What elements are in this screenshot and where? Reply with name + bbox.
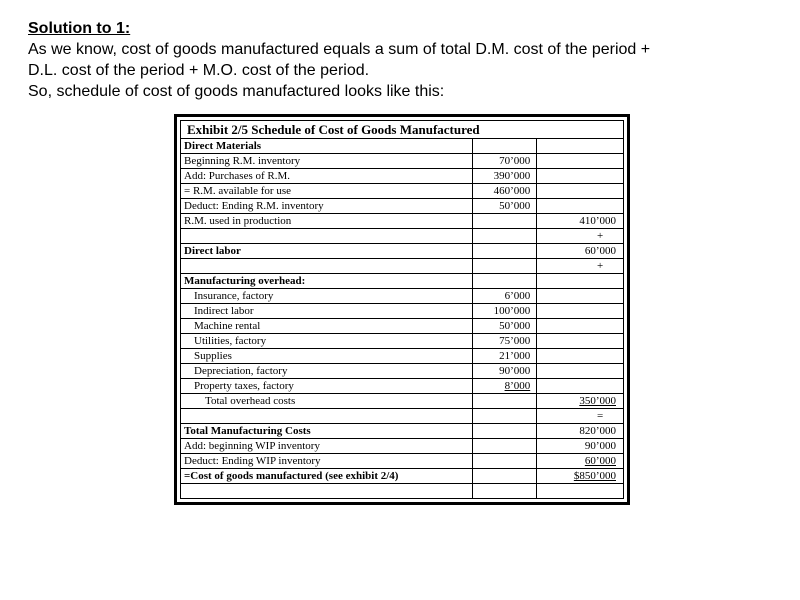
row-label: Direct Materials [181, 139, 473, 154]
row-label [181, 229, 473, 244]
row-label: Beginning R.M. inventory [181, 154, 473, 169]
row-label: Total Manufacturing Costs [181, 424, 473, 439]
row-label: Utilities, factory [181, 334, 473, 349]
table-row [181, 379, 623, 394]
row-total [537, 274, 623, 289]
row-label: R.M. used in production [181, 214, 473, 229]
row-amount [473, 139, 537, 154]
row-total [537, 334, 623, 349]
row-amount [473, 244, 537, 259]
row-amount: 90’000 [473, 364, 537, 379]
row-amount: 21’000 [473, 349, 537, 364]
row-amount: 8’000 [473, 379, 537, 394]
row-amount: 460’000 [473, 184, 537, 199]
table-row [181, 139, 623, 154]
cost-schedule-table [181, 139, 623, 499]
row-amount: 50’000 [473, 319, 537, 334]
row-total [537, 199, 623, 214]
row-total: 90’000 [537, 439, 623, 454]
row-total [537, 139, 623, 154]
row-amount [473, 484, 537, 499]
row-total [537, 289, 623, 304]
row-label: Insurance, factory [181, 289, 473, 304]
intro-line-2: D.L. cost of the period + M.O. cost of the period. [28, 62, 370, 79]
row-label: Machine rental [181, 319, 473, 334]
exhibit-table-frame [174, 114, 630, 505]
row-amount [473, 259, 537, 274]
row-total: 60’000 [537, 244, 623, 259]
row-total [537, 379, 623, 394]
row-label [181, 259, 473, 274]
table-row [181, 349, 623, 364]
intro-text [28, 18, 788, 102]
table-row [181, 169, 623, 184]
row-total: 820’000 [537, 424, 623, 439]
row-label: Add: Purchases of R.M. [181, 169, 473, 184]
table-row [181, 304, 623, 319]
row-total [537, 184, 623, 199]
table-row [181, 154, 623, 169]
row-amount: 6’000 [473, 289, 537, 304]
exhibit-title: Exhibit 2/5 Schedule of Cost of Goods Manufactured [181, 121, 623, 139]
row-total [537, 304, 623, 319]
table-row [181, 394, 623, 409]
intro-line-3: So, schedule of cost of goods manufactured looks like this: [28, 83, 445, 100]
table-row [181, 424, 623, 439]
row-total: 410’000 [537, 214, 623, 229]
solution-heading: Solution to 1: [28, 20, 131, 37]
row-label [181, 484, 473, 499]
row-total [537, 169, 623, 184]
row-label: Direct labor [181, 244, 473, 259]
table-row [181, 364, 623, 379]
row-label: Depreciation, factory [181, 364, 473, 379]
table-row [181, 244, 623, 259]
table-row [181, 259, 623, 274]
plus-operator: + [537, 229, 623, 244]
row-label: = R.M. available for use [181, 184, 473, 199]
exhibit-table-inner [180, 120, 624, 499]
row-total [537, 349, 623, 364]
row-amount [473, 274, 537, 289]
table-row [181, 319, 623, 334]
row-amount [473, 454, 537, 469]
row-label: =Cost of goods manufactured (see exhibit 2/4) [181, 469, 473, 484]
table-row [181, 184, 623, 199]
row-label: Indirect labor [181, 304, 473, 319]
row-total [537, 154, 623, 169]
row-label [181, 409, 473, 424]
row-amount: 390’000 [473, 169, 537, 184]
row-label: Supplies [181, 349, 473, 364]
row-amount [473, 439, 537, 454]
table-row [181, 214, 623, 229]
table-row [181, 199, 623, 214]
table-row [181, 409, 623, 424]
row-total: 350’000 [537, 394, 623, 409]
row-label: Deduct: Ending R.M. inventory [181, 199, 473, 214]
table-row [181, 454, 623, 469]
row-amount: 50’000 [473, 199, 537, 214]
row-amount: 100’000 [473, 304, 537, 319]
table-row [181, 469, 623, 484]
row-total: 60’000 [537, 454, 623, 469]
table-row [181, 289, 623, 304]
row-label: Add: beginning WIP inventory [181, 439, 473, 454]
row-amount [473, 229, 537, 244]
row-amount [473, 214, 537, 229]
row-label: Manufacturing overhead: [181, 274, 473, 289]
equals-operator: = [537, 409, 623, 424]
row-label: Property taxes, factory [181, 379, 473, 394]
table-row [181, 484, 623, 499]
table-row [181, 439, 623, 454]
row-label: Deduct: Ending WIP inventory [181, 454, 473, 469]
table-row [181, 274, 623, 289]
table-row [181, 334, 623, 349]
table-row [181, 229, 623, 244]
row-total: $850’000 [537, 469, 623, 484]
row-amount [473, 409, 537, 424]
row-amount [473, 394, 537, 409]
row-total [537, 484, 623, 499]
row-amount [473, 424, 537, 439]
row-total [537, 319, 623, 334]
row-total [537, 364, 623, 379]
row-amount: 75’000 [473, 334, 537, 349]
plus-operator: + [537, 259, 623, 274]
row-label: Total overhead costs [181, 394, 473, 409]
intro-line-1: As we know, cost of goods manufactured equals a sum of total D.M. cost of the period + [28, 41, 651, 58]
row-amount [473, 469, 537, 484]
row-amount: 70’000 [473, 154, 537, 169]
